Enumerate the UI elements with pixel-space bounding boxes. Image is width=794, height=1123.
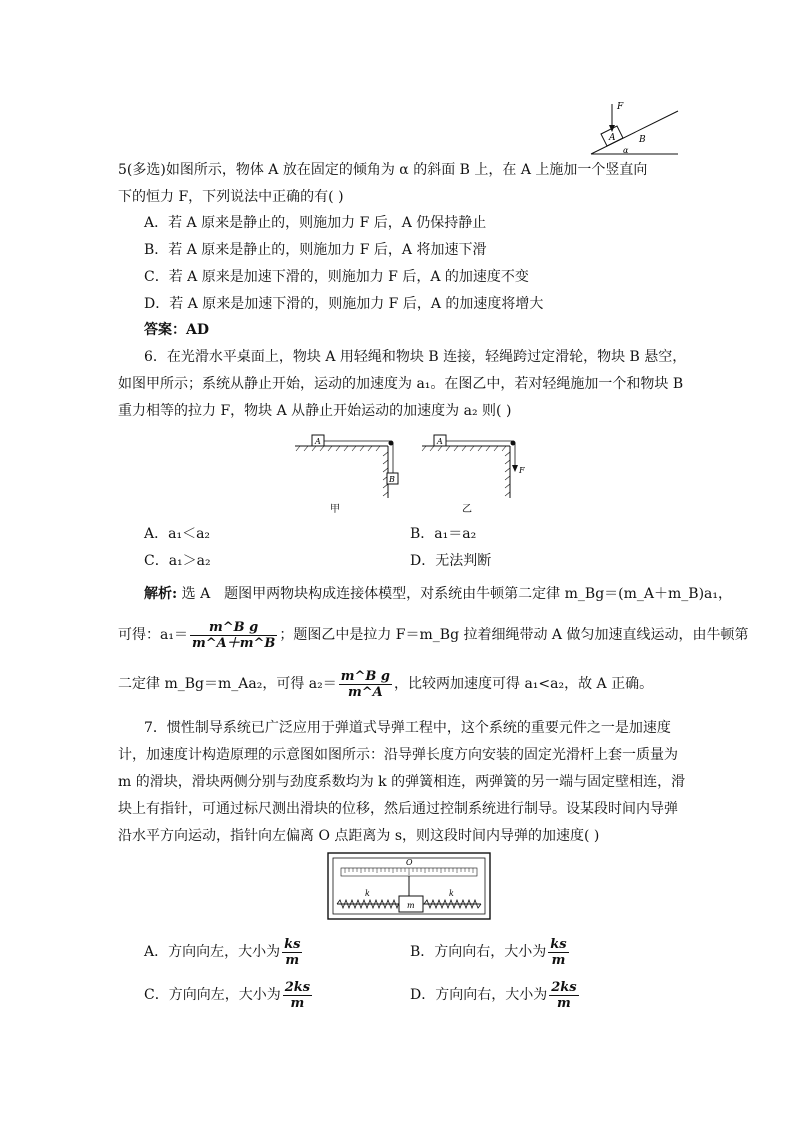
q7-option-d-den: m	[557, 995, 571, 1011]
caption-yi: 乙	[462, 504, 472, 515]
q7-option-b-num: ks	[550, 936, 567, 952]
q7-option-b	[410, 934, 571, 970]
slider-m-label: m	[407, 901, 415, 910]
q5-answer	[144, 320, 209, 340]
block-a-label: A	[609, 133, 616, 143]
analysis-line3-pre: 二定律 m_Bg＝m_Aa₂，可得 a₂＝	[118, 676, 337, 692]
q7-stem-line2: 计，加速度计构造原理的示意图如图所示：沿导弹长度方向安装的固定光滑杆上套一质量为	[118, 747, 678, 763]
q7-option-d-fraction	[549, 980, 578, 1011]
answer-label: 答案：	[144, 322, 186, 338]
fraction-a1-den: m^A＋m^B	[191, 635, 276, 651]
block-a-label-left: A	[315, 437, 321, 446]
answer-value: AD	[186, 322, 210, 338]
incline-b-label: B	[639, 135, 646, 145]
q5-option-a: A．若 A 原来是静止的，则施加力 F 后，A 仍保持静止	[144, 215, 487, 231]
q6-option-c: C．a₁＞a₂	[144, 553, 211, 569]
caption-jia: 甲	[330, 504, 340, 515]
q7-option-b-text: B．方向向右，大小为	[410, 944, 547, 960]
analysis-text1: 选 A 题图甲两物块构成连接体模型，对系统由牛顿第二定律 m_Bg＝(m_A＋m_B)a₁，	[177, 586, 732, 602]
q7-stem-line5: 沿水平方向运动，指针向左偏离 O 点距离为 s，则这段时间内导弹的加速度( )	[118, 828, 600, 844]
analysis-line2-post: ；题图乙中是拉力 F＝m_Bg 拉着细绳带动 A 做匀加速直线运动，由牛顿第	[279, 627, 749, 643]
q7-stem-line1: 7．惯性制导系统已广泛应用于弹道式导弹工程中，这个系统的重要元件之一是加速度	[144, 720, 671, 736]
angle-label: α	[623, 146, 629, 155]
q6-option-d: D．无法判断	[410, 553, 492, 569]
block-b-label: B	[389, 475, 395, 484]
q7-option-c-num: 2ks	[284, 979, 311, 995]
q7-option-b-fraction	[548, 937, 568, 968]
q6-stem-line1: 6．在光滑水平桌面上，物块 A 用轻绳和物块 B 连接，轻绳跨过定滑轮，物块 B 悬空，	[144, 349, 687, 365]
q7-option-a-text: A．方向向左，大小为	[144, 944, 281, 960]
q5-option-d: D．若 A 原来是加速下滑的，则施加力 F 后，A 的加速度将增大	[144, 296, 544, 312]
analysis-label: 解析:	[144, 586, 178, 602]
q7-stem-line3: m 的滑块，滑块两侧分别与劲度系数均为 k 的弹簧相连，两弹簧的另一端与固定壁相连，滑	[118, 774, 686, 790]
spring-k-right: k	[449, 889, 454, 898]
q7-option-c-text: C．方向向左，大小为	[144, 987, 281, 1003]
q7-stem-line4: 块上有指针，可通过标尺测出滑块的位移，然后通过控制系统进行制导。设某段时间内导弹	[118, 801, 678, 817]
accelerometer-figure	[327, 852, 491, 920]
q7-option-a-den: m	[285, 952, 300, 968]
analysis-line2-pre: 可得：a₁＝	[118, 627, 188, 643]
q7-option-a	[144, 934, 304, 970]
fraction-a2-num: m^B g	[340, 668, 390, 684]
q6-stem-line2: 如图甲所示；系统从静止开始，运动的加速度为 a₁。在图乙中，若对轻绳施加一个和物块 B	[118, 376, 684, 392]
q5-stem-line1: 5(多选)如图所示，物体 A 放在固定的倾角为 α 的斜面 B 上，在 A 上施加一个竖直向	[118, 162, 648, 178]
q6-option-a: A．a₁＜a₂	[144, 526, 211, 542]
fraction-a1	[190, 620, 277, 651]
q7-option-c	[144, 977, 314, 1013]
block-a-label-right: A	[437, 437, 443, 446]
q7-option-d-text: D．方向向右，大小为	[410, 987, 548, 1003]
analysis-line3-post: ，比较两加速度可得 a₁<a₂，故 A 正确。	[394, 676, 654, 692]
q5-option-b: B．若 A 原来是静止的，则施加力 F 后，A 将加速下滑	[144, 242, 487, 258]
q7-option-a-fraction	[282, 937, 302, 968]
pulley-figures	[290, 428, 530, 518]
q7-option-d-num: 2ks	[551, 979, 577, 995]
q7-option-c-den: m	[290, 995, 305, 1011]
force-label: F	[617, 102, 624, 112]
q7-option-a-num: ks	[284, 936, 301, 952]
q6-analysis-line3	[118, 667, 653, 701]
fraction-a2-den: m^A	[348, 684, 383, 700]
q6-option-b: B．a₁＝a₂	[410, 526, 477, 542]
q6-analysis-line2	[118, 618, 749, 652]
q7-option-c-fraction	[283, 980, 312, 1011]
incline-figure	[585, 96, 680, 156]
q7-option-d	[410, 977, 581, 1013]
fraction-a1-num: m^B g	[190, 620, 277, 636]
fraction-a2	[339, 669, 392, 700]
pull-force-label: F	[519, 466, 525, 475]
q5-stem-line2: 下的恒力 F，下列说法中正确的有( )	[118, 189, 344, 205]
q7-option-b-den: m	[551, 952, 566, 968]
spring-k-left: k	[365, 889, 370, 898]
origin-o-label: O	[406, 858, 413, 867]
q5-option-c: C．若 A 原来是加速下滑的，则施加力 F 后，A 的加速度不变	[144, 269, 529, 285]
q6-analysis-line1	[144, 584, 732, 604]
q6-stem-line3: 重力相等的拉力 F，物块 A 从静止开始运动的加速度为 a₂ 则( )	[118, 403, 512, 419]
